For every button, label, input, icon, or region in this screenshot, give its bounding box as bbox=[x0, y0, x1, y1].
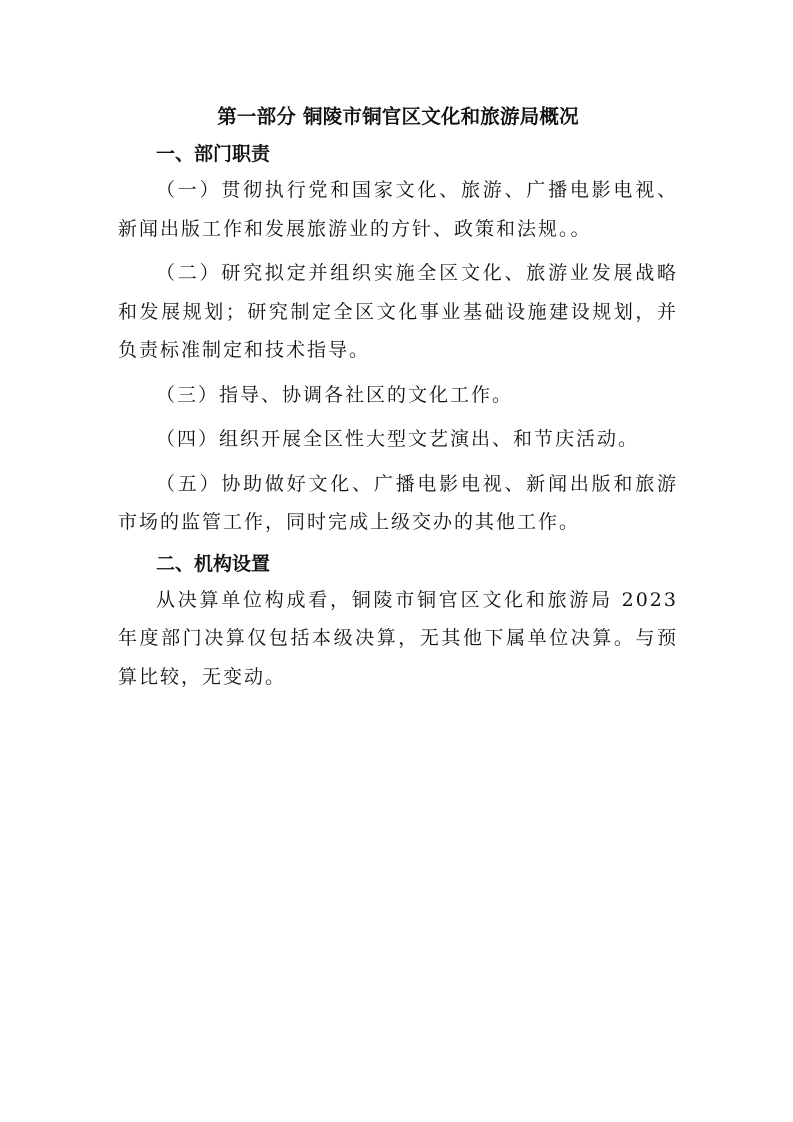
section-department-duties bbox=[118, 139, 678, 542]
organization-paragraph: 从决算单位构成看，铜陵市铜官区文化和旅游局 2023 年度部门决算仅包括本级决算，无其他下属单位决算。与预算比较，无变动。 bbox=[118, 588, 678, 688]
section-heading: 二、机构设置 bbox=[156, 552, 271, 575]
duty-paragraph-4: （四）组织开展全区性大型文艺演出、和节庆活动。 bbox=[156, 428, 640, 450]
section-organization-setup bbox=[118, 549, 678, 697]
page-title: 第一部分 铜陵市铜官区文化和旅游局概况 bbox=[217, 105, 579, 128]
document-content bbox=[118, 102, 678, 696]
section-heading: 一、部门职责 bbox=[156, 143, 271, 165]
duty-paragraph-2: （二）研究拟定并组织实施全区文化、旅游业发展战略和发展规划；研究制定全区文化事业基础设施建设规划，并负责标准制定和技术指导。 bbox=[118, 262, 678, 361]
duty-paragraph-5: （五）协助做好文化、广播电影电视、新闻出版和旅游市场的监管工作，同时完成上级交办的其他工作。 bbox=[118, 472, 678, 533]
duty-paragraph-3: （三）指导、协调各社区的文化工作。 bbox=[156, 383, 514, 406]
duty-paragraph-1: （一）贯彻执行党和国家文化、旅游、广播电影电视、新闻出版工作和发展旅游业的方针、政策和法规。。 bbox=[118, 179, 678, 240]
